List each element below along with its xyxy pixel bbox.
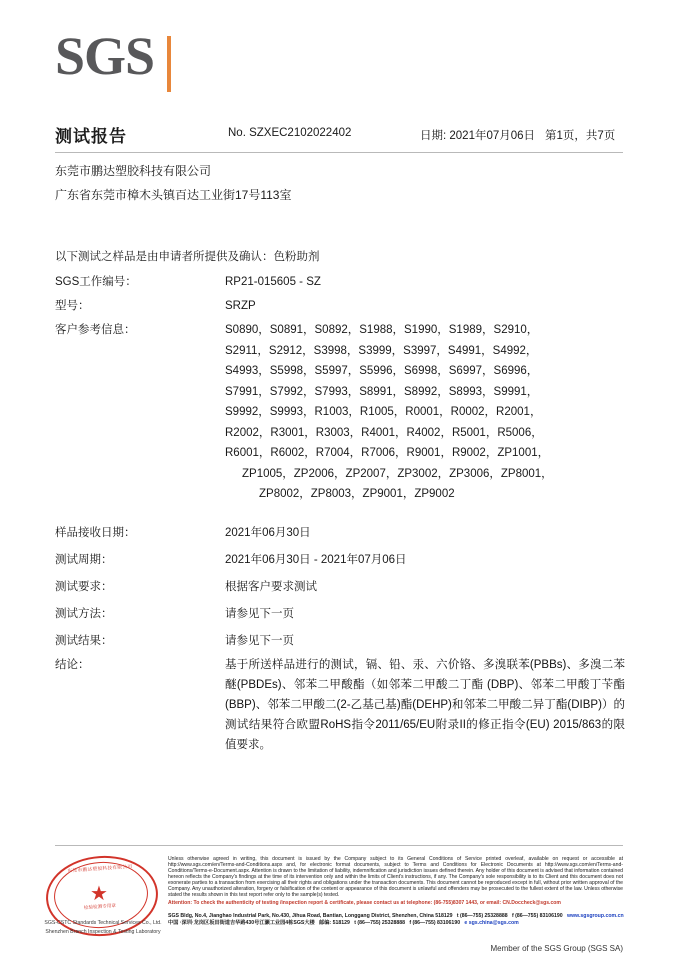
field-label: 测试方法： [55,608,113,620]
list-item: S4993，S5998，S5997，S5996，S6998，S6997，S6996， [225,365,539,377]
field-label: 测试结果： [55,635,113,647]
field-row [55,550,625,570]
field-label: 测试要求： [55,581,113,593]
list-item: S7991，S7992，S7993，S8991，S8992，S8993，S9991， [225,385,539,398]
conclusion-label: 结论： [55,659,90,671]
sgs-logo-accent-bar [167,36,171,92]
field-value: 根据客户要求测试 [225,581,317,593]
footer-disclaimer [168,856,623,906]
footer-phone-cn: t (86—755) 25328888 [354,920,405,927]
stamp-mid-text: 检验检测专用章 [83,902,117,911]
company-stamp [44,856,162,936]
sgs-logo [55,28,215,90]
client-name: 东莞市鹏达塑胶科技有限公司 [55,164,212,178]
client-reference-label: 客户参考信息： [55,324,136,336]
footer-postcode-cn: 邮编: 518129 [319,920,350,927]
field-value: 2021年06月30日 [225,527,311,539]
report-date: 日期: 2021年07月06日 [420,130,536,142]
field-row [55,604,625,624]
field-row [55,631,625,651]
footer-disclaimer-text: Unless otherwise agreed in writing, this document is issued by the Company subject to its General Conditions of Service printed overleaf, available on request or accessible at http://www.sgs.com/en/Terms-and-Conditions.aspx and, for electronic format documents, subject to Terms and Conditions for Electronic Documents at http://www.sgs.com/en/Terms-and-Conditions/Terms-e-Document.aspx. Attention is drawn to the limitation of liability, indemnification and jurisdiction issues defined therein. Any holder of this document is advised that information contained hereon reflects the Company's findings at the time of its intervention only and within the limits of Client's instructions, if any. The Company's sole responsibility is to its Client and this document does not exonerate parties to a transaction from exercising all their rights and obligations under the transaction documents. This document cannot be reproduced except in full, without prior written approval of the Company. Any unauthorized alteration, forgery or falsification of the content or appearance of this document is unlawful and offenders may be prosecuted to the fullest extent of the law. Unless otherwise stated the results shown in this test report refer only to the sample(s) tested. [168,856,623,898]
member-line: Member of the SGS Group (SGS SA) [490,944,623,953]
footer-address-en: SGS Bldg, No.4, Jianghao Industrial Park, No.430, Jihua Road, Bantian, Longgang District, Shenzhen, China 518129 [168,913,453,919]
field-value: SRZP [225,300,256,312]
star-icon: ★ [90,883,108,905]
page-count: 第1页，共7页 [545,130,616,142]
list-item: S0890，S0891，S0892，S1988，S1990，S1989，S2910， [225,324,539,336]
client-reference-row [55,320,625,505]
footer-address-cn-row [168,920,623,927]
stamp-caption-secondary: Shenzhen Branch Inspection & Testing Laboratory [45,929,161,935]
field-label: 测试周期： [55,554,113,566]
field-row [55,523,625,543]
field-row [55,296,625,316]
footer-fax-cn: f (86—755) 83106190 [409,920,461,927]
field-value: 请参见下一页 [225,635,294,647]
page-title: 测试报告 [55,127,127,146]
client-reference-values [225,320,553,505]
field-label: SGS工作编号： [55,276,137,288]
list-item: R2002，R3001，R3003，R4001，R4002，R5001，R5006， [225,426,543,439]
report-header [55,122,625,148]
field-row [55,577,625,597]
footer-web[interactable]: www.sgsgroup.com.cn [567,913,624,919]
footer-divider [55,845,623,846]
list-item: ZP1005，ZP2006，ZP2007，ZP3002，ZP3006，ZP8001， [242,467,553,480]
footer-address-cn: 中国 ·深圳·龙岗区坂田街道吉华路430号江灏工业园4栋SGS大楼 [168,920,315,927]
field-value: 2021年06月30日 - 2021年07月06日 [225,554,407,566]
list-item: S2911，S2912，S3998，S3999，S3997，S4991，S4992， [225,344,538,357]
list-item: ZP8002，ZP8003，ZP9001，ZP9002 [259,488,455,500]
footer-phone-en: t (86—755) 25328888 [456,913,508,919]
list-item: R6001，R6002，R7004，R7006，R9001，R9002，ZP1001， [225,447,550,459]
field-label: 样品接收日期： [55,527,136,539]
field-row [55,272,625,292]
footer-address [168,913,623,928]
report-number: No. SZXEC2102022402 [228,127,352,139]
conclusion-text: 基于所送样品进行的测试，镉、铅、汞、六价铬、多溴联苯(PBBs)、多溴二苯醚(PBDEs)、邻苯二甲酸酯（如邻苯二甲酸二丁酯 (DBP)、邻苯二甲酸丁苄酯(BBP)、邻苯二甲酸二(2-乙基己基)酯(DEHP)和邻苯二甲酸二异丁酯(DIBP)）的测试结果符合欧盟RoHS指令2011/65/EU附录II的修正指令(EU) 2015/863的限值要求。 [225,659,625,751]
field-list [55,272,625,509]
list-item: S9992，S9993，R1003，R1005，R0001，R0002，R2001， [225,406,542,418]
client-address: 广东省东莞市樟木头镇百达工业街17号113室 [55,188,292,202]
footer-attention: Attention: To check the authenticity of testing /inspection report & certificate, please contact us at telephone: (86-755)8307 1443, or email: CN.Doccheck@sgs.com [168,900,561,906]
conclusion-block [55,655,625,755]
field-value: RP21-015605 - SZ [225,276,321,288]
footer-email[interactable]: e sgs.china@sgs.com [464,920,519,927]
field-value: 请参见下一页 [225,608,294,620]
test-info-list [55,523,625,658]
sample-declaration: 以下测试之样品是由申请者所提供及确认：色粉助剂 [55,251,320,263]
footer-fax-en: f (86—755) 83106190 [511,913,563,919]
field-label: 型号： [55,300,90,312]
sgs-logo-text: SGS [55,26,155,86]
stamp-caption-primary: SGS-CSTC Standards Technical Services Co., Ltd. [44,920,162,926]
stamp-top-text: 东莞市鹏达塑胶科技有限公司 [67,863,133,874]
header-divider [55,152,623,153]
